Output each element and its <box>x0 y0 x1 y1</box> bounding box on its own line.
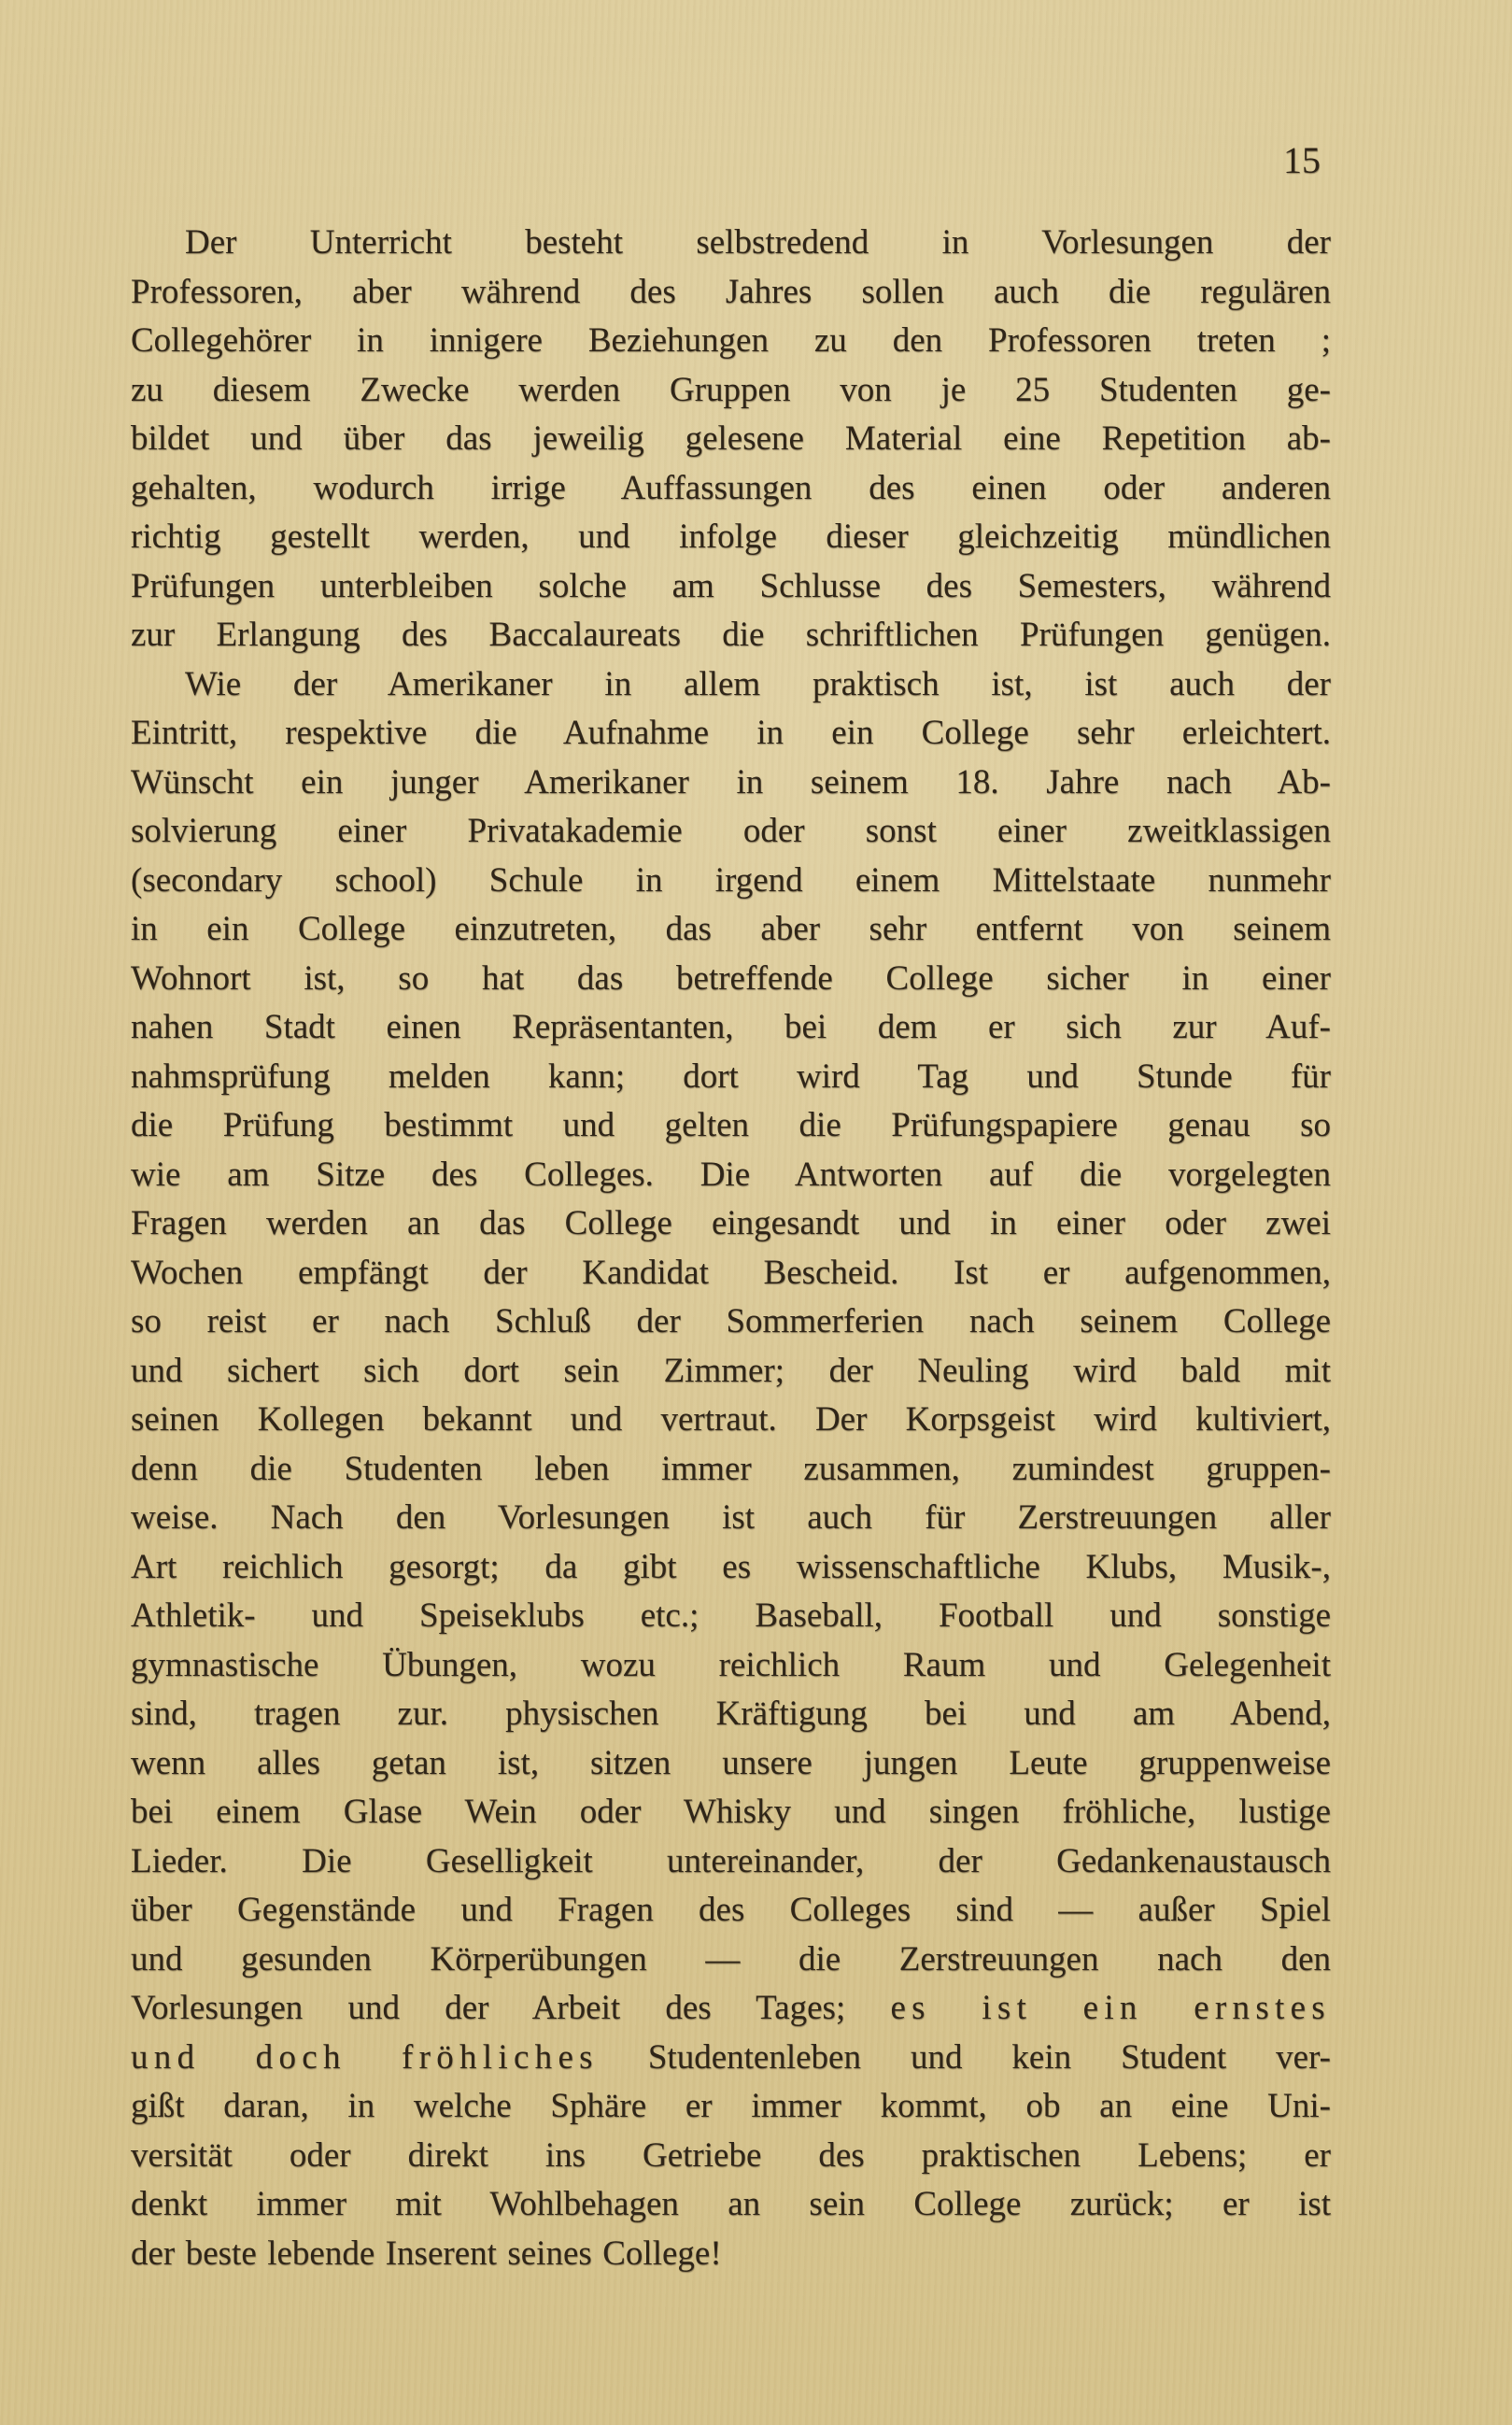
text-segment: seinen Kollegen bekannt und vertraut. Der Korpsgeist wird kultiviert, <box>131 1400 1331 1439</box>
text-line <box>131 1886 1331 1936</box>
text-segment: Eintritt, respektive die Aufnahme in ein College sehr erleichtert. <box>131 714 1331 752</box>
text-segment: Wochen empfängt der Kandidat Bescheid. Ist er aufgenommen, <box>131 1253 1331 1292</box>
text-line <box>131 1592 1331 1641</box>
text-line <box>131 1494 1331 1543</box>
text-line <box>131 2230 1331 2279</box>
text-segment: sind, tragen zur. physischen Kräftigung bei und am Abend, <box>131 1695 1331 1733</box>
text-line <box>131 1053 1331 1102</box>
text-line <box>131 1739 1331 1789</box>
text-segment: Athletik- und Speiseklubs etc.; Baseball, Football und sonstige <box>131 1596 1331 1635</box>
text-line <box>131 317 1331 366</box>
text-line <box>131 513 1331 562</box>
text-segment: nahen Stadt einen Repräsentanten, bei dem er sich zur Auf- <box>131 1008 1331 1046</box>
text-segment: bildet und über das jeweilig gelesene Material eine Repetition ab- <box>131 419 1331 458</box>
text-segment: Studentenleben und kein Student ver- <box>598 2037 1331 2077</box>
text-segment: Wünscht ein junger Amerikaner in seinem 18. Jahre nach Ab- <box>131 762 1331 801</box>
text-line <box>131 1396 1331 1445</box>
text-segment: weise. Nach den Vorlesungen ist auch für Zerstreuungen aller <box>131 1498 1331 1537</box>
text-line <box>131 1003 1331 1053</box>
text-line <box>131 2082 1331 2132</box>
text-line <box>131 1690 1331 1739</box>
text-segment: Wie der Amerikaner in allem praktisch ist, ist auch der <box>185 664 1331 703</box>
text-line <box>131 1837 1331 1887</box>
text-segment: Professoren, aber während des Jahres sollen auch die regulären <box>131 272 1331 311</box>
text-segment: gißt daran, in welche Sphäre er immer kommt, ob an eine Uni- <box>131 2087 1331 2125</box>
text-segment: denkt immer mit Wohlbehagen an sein College zurück; er ist <box>131 2185 1331 2223</box>
text-segment: Lieder. Die Geselligkeit untereinander, der Gedankenaustausch <box>131 1841 1331 1880</box>
text-line <box>131 1788 1331 1837</box>
text-segment: zu diesem Zwecke werden Gruppen von je 25 Studenten ge- <box>131 370 1331 409</box>
text-segment: gehalten, wodurch irrige Auffassungen des einen oder anderen <box>131 468 1331 507</box>
text-block <box>131 219 1331 2278</box>
text-segment: so reist er nach Schluß der Sommerferien nach seinem College <box>131 1302 1331 1340</box>
text-line <box>131 219 1331 268</box>
text-line <box>131 1445 1331 1495</box>
text-line <box>131 611 1331 660</box>
text-line <box>131 1101 1331 1151</box>
text-segment: (secondary school) Schule in irgend einem Mittelstaate nunmehr <box>131 860 1331 900</box>
text-line <box>131 366 1331 416</box>
text-segment: gymnastische Übungen, wozu reichlich Raum und Gelegenheit <box>131 1645 1331 1684</box>
text-segment: über Gegenstände und Fragen des Colleges sind — außer Spiel <box>131 1891 1331 1929</box>
text-line <box>131 1936 1331 1985</box>
text-line <box>131 807 1331 857</box>
text-line <box>131 268 1331 318</box>
text-line <box>131 1249 1331 1298</box>
text-line <box>131 709 1331 759</box>
text-segment: nahmsprüfung melden kann; dort wird Tag und Stunde für <box>131 1057 1331 1096</box>
text-line <box>131 1347 1331 1397</box>
text-line <box>131 905 1331 955</box>
text-line <box>131 1151 1331 1200</box>
text-segment: Collegehörer in innigere Beziehungen zu den Professoren treten ; <box>131 321 1331 360</box>
paragraph-unterricht <box>131 219 1331 660</box>
text-segment: und sichert sich dort sein Zimmer; der Neuling wird bald mit <box>131 1351 1331 1390</box>
text-line <box>131 660 1331 710</box>
text-segment: Art reichlich gesorgt; da gibt es wissenschaftliche Klubs, Musik-, <box>131 1547 1331 1586</box>
text-line <box>131 2180 1331 2230</box>
page-number: 15 <box>1283 139 1321 181</box>
text-segment: versität oder direkt ins Getriebe des praktischen Lebens; er <box>131 2135 1331 2175</box>
text-segment: wenn alles getan ist, sitzen unsere jungen Leute gruppenweise <box>131 1743 1331 1782</box>
text-line <box>131 1298 1331 1347</box>
text-segment: Wohnort ist, so hat das betreffende College sicher in einer <box>131 958 1331 998</box>
text-segment: bei einem Glase Wein oder Whisky und singen fröhliche, lustige <box>131 1793 1331 1831</box>
paragraph-college-aufnahme <box>131 660 1331 2279</box>
text-segment: der beste lebende Inserent seines College! <box>131 2234 722 2273</box>
text-line <box>131 562 1331 612</box>
emphasized-text: und doch fröhliches <box>131 2037 599 2077</box>
text-line <box>131 1199 1331 1249</box>
text-line <box>131 955 1331 1004</box>
text-segment: und gesunden Körperübungen — die Zerstreuungen nach den <box>131 1939 1331 1978</box>
text-line <box>131 2034 1331 2083</box>
text-line <box>131 415 1331 464</box>
text-segment: Vorlesungen und der Arbeit des Tages; <box>131 1989 891 2027</box>
text-line <box>131 1543 1331 1593</box>
text-segment: zur Erlangung des Baccalaureats die schriftlichen Prüfungen genügen. <box>131 616 1331 654</box>
text-line <box>131 857 1331 906</box>
text-segment: denn die Studenten leben immer zusammen, zumindest gruppen- <box>131 1449 1331 1488</box>
text-line <box>131 464 1331 514</box>
text-segment: wie am Sitze des Colleges. Die Antworten auf die vorgelegten <box>131 1155 1331 1194</box>
text-line <box>131 1984 1331 2034</box>
text-line <box>131 2132 1331 2181</box>
text-line <box>131 759 1331 808</box>
text-segment: solvierung einer Privatakademie oder sonst einer zweitklassigen <box>131 812 1331 850</box>
text-segment: Fragen werden an das College eingesandt und in einer oder zwei <box>131 1204 1331 1242</box>
text-segment: Der Unterricht besteht selbstredend in Vorlesungen der <box>185 223 1331 262</box>
text-segment: die Prüfung bestimmt und gelten die Prüfungspapiere genau so <box>131 1106 1331 1144</box>
text-segment: Prüfungen unterbleiben solche am Schlusse des Semesters, während <box>131 566 1331 605</box>
text-segment: in ein College einzutreten, das aber sehr entfernt von seinem <box>131 910 1331 948</box>
text-segment: richtig gestellt werden, und infolge dieser gleichzeitig mündlichen <box>131 518 1331 556</box>
emphasized-text: es ist ein ernstes <box>890 1989 1331 2027</box>
text-line <box>131 1641 1331 1691</box>
